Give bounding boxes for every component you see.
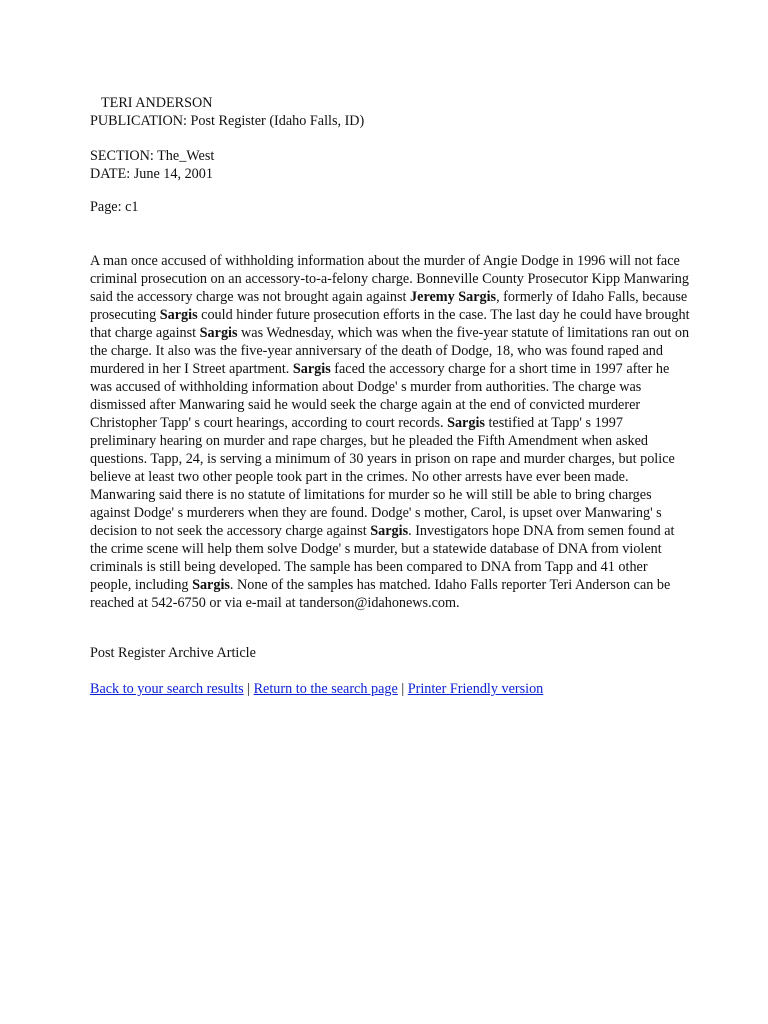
page-line: Page: c1	[90, 199, 139, 215]
spacer	[90, 130, 690, 147]
spacer	[90, 183, 690, 198]
return-to-search-link[interactable]: Return to the search page	[253, 681, 398, 697]
article-segment-bold: Sargis	[447, 415, 485, 431]
publication-line: PUBLICATION: Post Register (Idaho Falls, ID)	[90, 113, 365, 129]
article-segment: A man once accused of withholding information about the murder of Angie Dodge in 1996 will not face criminal prosecution on an accessory-to-a-felony charge. Bonneville County Prosecutor Kipp Manwaring said the accessory charge was not brought again against	[90, 253, 689, 305]
back-to-results-link[interactable]: Back to your search results	[90, 681, 244, 697]
footer-links	[90, 680, 690, 698]
article-body	[90, 252, 690, 612]
printer-friendly-link[interactable]: Printer Friendly version	[407, 681, 544, 697]
section-line: SECTION: The_West	[90, 148, 215, 164]
article-segment: testified at Tapp' s 1997 preliminary hearing on murder and rape charges, but he pleaded the Fifth Amendment when asked questions. Tapp, 24, is serving a minimum of 30 years in prison on rape and murder charges, but police believe at least two other people took part in the crimes. No other arrests have ever been made. Manwaring said there is no statute of limitations for murder so he will still be able to bring charges against Dodge' s murderers when they are found. Dodge' s mother, Carol, is upset over Manwaring' s decision to not seek the accessory charge against	[90, 415, 675, 539]
link-separator: |	[247, 681, 251, 697]
author-byline: TERI ANDERSON	[101, 95, 213, 111]
article-segment: could hinder future prosecution efforts in the case. The last day he could have brought that charge against	[90, 307, 690, 341]
article-segment: . Investigators hope DNA from semen found at the crime scene will help them solve Dodge' s murder, but a statewide database of DNA from violent criminals is still being developed. The sample has been compared to DNA from Tapp and 41 other people, including	[90, 523, 675, 593]
article-segment: . None of the samples has matched. Idaho Falls reporter Teri Anderson can be reached at 542-6750 or via e-mail at tanderson@idahonews.com.	[90, 577, 671, 611]
article-segment-bold: Sargis	[292, 361, 331, 377]
article-segment: was Wednesday, which was when the five-year statute of limitations ran out on the charge. It also was the five-year anniversary of the death of Dodge, 18, who was found raped and murdered in her I Street apartment.	[90, 325, 690, 377]
article-segment: faced the accessory charge for a short time in 1997 after he was accused of withholding information about Dodge' s murder from authorities. The charge was dismissed after Manwaring said he would seek the charge again at the end of convicted murderer Christopher Tapp' s court hearings, according to court records.	[90, 361, 670, 431]
article-page	[90, 94, 690, 698]
article-segment-bold: Sargis	[159, 307, 198, 323]
article-segment: , formerly of Idaho Falls, because prosecuting	[90, 289, 688, 323]
article-segment-bold: Jeremy Sargis	[410, 289, 497, 305]
article-segment-bold: Sargis	[192, 577, 230, 593]
article-segment-bold: Sargis	[370, 523, 409, 539]
article-segment-bold: Sargis	[199, 325, 238, 341]
date-line: DATE: June 14, 2001	[90, 166, 213, 182]
spacer	[90, 216, 690, 252]
archive-label: Post Register Archive Article	[90, 645, 256, 661]
link-separator: |	[401, 681, 405, 697]
